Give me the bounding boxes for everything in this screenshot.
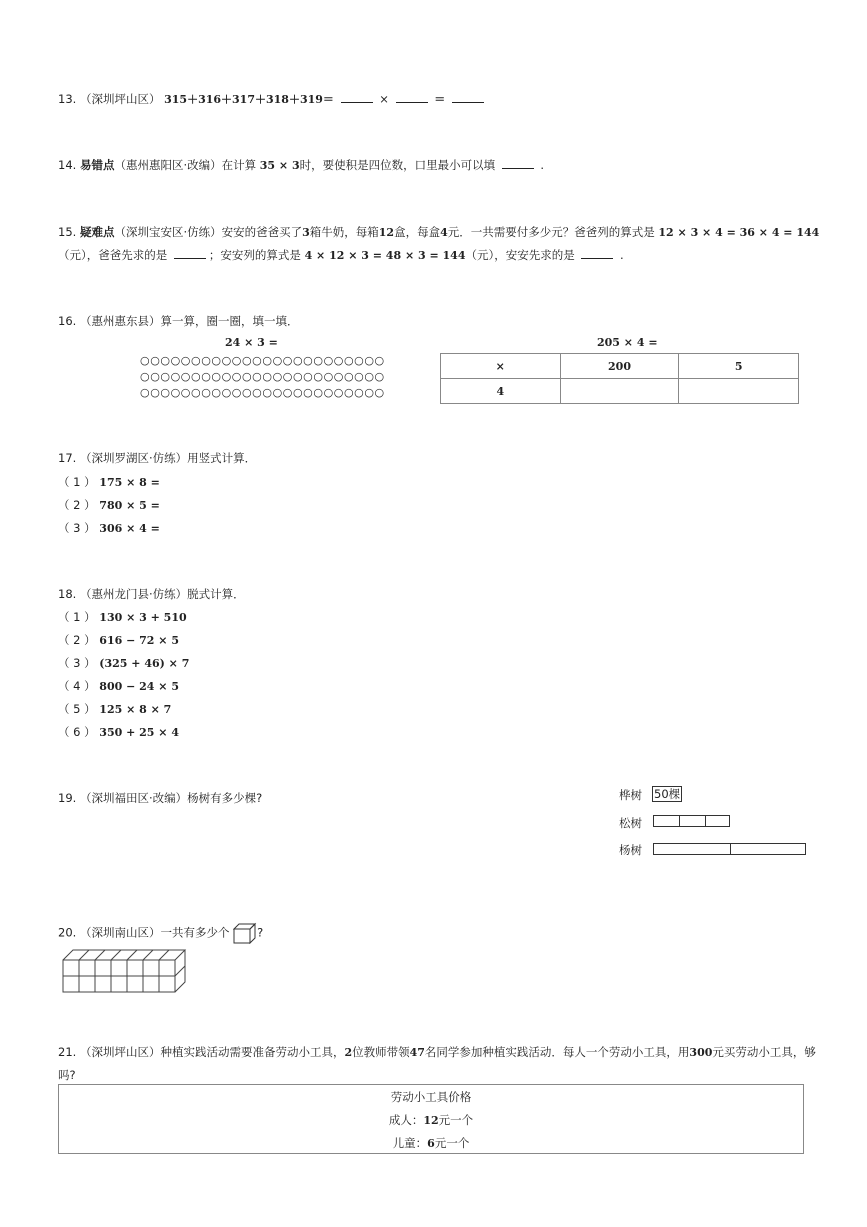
item-label: （ 2 ） <box>58 498 96 512</box>
q15-text: （元），安安先求的是 <box>465 248 575 262</box>
q18-item <box>58 632 179 648</box>
q13-number: 13. <box>58 92 77 106</box>
question-13 <box>58 91 487 107</box>
item-label: （ 6 ） <box>58 725 96 739</box>
q15-text: 安安的爸爸买了 <box>221 225 303 239</box>
item-label: （ 1 ） <box>58 610 96 624</box>
q21-num-2: 2 <box>344 1046 353 1059</box>
q17-item <box>58 474 160 490</box>
price-child <box>59 1135 803 1151</box>
circle-row[interactable]: ○○○○○○○○○○○○○○○○○○○○○○○○ <box>140 354 385 367</box>
bar-segment <box>679 816 680 826</box>
q16-right-title: 205 × 4 = <box>597 336 658 349</box>
q20-source: （深圳南山区） <box>79 925 161 940</box>
q21-num-300: 300 <box>689 1046 713 1059</box>
q20-number: 20. <box>58 925 77 940</box>
diagram-label-birch: 桦树 <box>619 788 642 802</box>
q15-num-4: 4 <box>440 226 448 239</box>
q21-number: 21. <box>58 1045 77 1059</box>
question-15-line-2 <box>58 247 624 263</box>
q21-text: 名同学参加种植实践活动．每人一个劳动小工具，用 <box>424 1045 690 1059</box>
table-row-label: 4 <box>441 379 561 404</box>
q18-item <box>58 678 179 694</box>
q15-an-expression: 4 × 12 × 3 = 48 × 3 = 144 <box>304 249 466 262</box>
q14-text-a: 在计算 <box>221 158 257 172</box>
q14-source: （惠州惠阳区·改编） <box>114 158 222 172</box>
price-adult <box>59 1112 803 1128</box>
q15-text: 盒，每盒 <box>394 225 441 239</box>
item-expression: 616 − 72 × 5 <box>99 634 179 647</box>
q13-source: （深圳坪山区） <box>79 92 161 106</box>
table-answer-cell[interactable] <box>679 379 799 404</box>
question-18 <box>58 586 245 602</box>
q17-item <box>58 520 160 536</box>
q18-item <box>58 655 189 671</box>
q16-number: 16. <box>58 314 77 328</box>
item-expression: 125 × 8 × 7 <box>99 703 172 716</box>
q13-blank-2[interactable] <box>396 92 428 103</box>
q15-text: 箱牛奶，每箱 <box>309 225 379 239</box>
adult-label: 成人： <box>388 1113 424 1127</box>
q15-tag: 疑难点 <box>79 225 115 239</box>
q19-text: 杨树有多少棵? <box>187 791 263 805</box>
question-15-line-1 <box>58 224 819 240</box>
cube-icon <box>233 922 257 944</box>
q16-left-title: 24 × 3 = <box>225 336 278 349</box>
question-17 <box>58 450 256 466</box>
q16-multiplication-table <box>440 353 799 404</box>
item-label: （ 4 ） <box>58 679 96 693</box>
table-header-cell: 200 <box>560 354 679 379</box>
q15-blank-1[interactable] <box>174 248 206 259</box>
item-expression: 175 × 8 = <box>99 476 160 489</box>
q16-text: 算一算，圈一圈，填一填． <box>160 314 299 328</box>
table-answer-cell[interactable] <box>560 379 679 404</box>
question-14 <box>58 157 544 173</box>
diagram-poplar-bar <box>653 843 806 855</box>
diagram-pine-bar <box>653 815 730 827</box>
q17-source: （深圳罗湖区·仿练） <box>79 451 188 465</box>
q14-expression: 35 × 3 <box>259 159 300 172</box>
circle-row[interactable]: ○○○○○○○○○○○○○○○○○○○○○○○○ <box>140 370 385 383</box>
q15-blank-2[interactable] <box>581 248 613 259</box>
child-price: 6 <box>427 1137 435 1150</box>
item-expression: 306 × 4 = <box>99 522 160 535</box>
q17-text: 用竖式计算． <box>187 451 257 465</box>
price-box <box>58 1084 804 1154</box>
child-label: 儿童： <box>392 1136 428 1150</box>
item-label: （ 3 ） <box>58 656 96 670</box>
q21-text: 位教师带领 <box>352 1045 410 1059</box>
q18-text: 脱式计算． <box>187 587 245 601</box>
table-header-cell: 5 <box>679 354 799 379</box>
q17-number: 17. <box>58 451 77 465</box>
cube-stack-figure <box>62 949 190 993</box>
q18-number: 18. <box>58 587 77 601</box>
circle-row[interactable]: ○○○○○○○○○○○○○○○○○○○○○○○○ <box>140 386 385 399</box>
q14-text-b: 时，要使积是四位数，口里最小可以填 <box>299 158 496 172</box>
question-20 <box>58 922 263 944</box>
adult-price: 12 <box>423 1114 439 1127</box>
item-label: （ 1 ） <box>58 475 96 489</box>
diagram-label-poplar: 杨树 <box>619 843 642 857</box>
item-label: （ 2 ） <box>58 633 96 647</box>
q15-text: （元），爸爸先求的是 <box>58 248 168 262</box>
child-unit: 元一个 <box>434 1136 470 1150</box>
q20-end: ? <box>257 925 264 940</box>
price-title: 劳动小工具价格 <box>390 1090 472 1104</box>
q14-blank[interactable] <box>502 158 534 169</box>
item-expression: 130 × 3 + 510 <box>99 611 187 624</box>
q16-circle-grid[interactable] <box>140 353 385 401</box>
q15-dad-expression: 12 × 3 × 4 = 36 × 4 = 144 <box>658 226 820 239</box>
q14-number: 14. <box>58 158 77 172</box>
q15-text: ；安安列的算式是 <box>208 248 301 262</box>
q14-tag: 易错点 <box>79 158 115 172</box>
table-header-cell: × <box>441 354 561 379</box>
q15-num-12: 12 <box>378 226 395 239</box>
diagram-label-pine: 松树 <box>619 816 642 830</box>
q18-item <box>58 609 187 625</box>
item-label: （ 5 ） <box>58 702 96 716</box>
item-expression: 800 − 24 × 5 <box>99 680 179 693</box>
q15-text: 元．一共需要付多少元？爸爸列的算式是 <box>447 225 655 239</box>
q19-number: 19. <box>58 791 77 805</box>
question-21-line-2: 吗? <box>58 1068 76 1082</box>
item-label: （ 3 ） <box>58 521 96 535</box>
question-16 <box>58 313 298 329</box>
q18-item <box>58 724 179 740</box>
adult-unit: 元一个 <box>438 1113 474 1127</box>
q15-end: . <box>620 248 624 262</box>
bar-segment <box>705 816 706 826</box>
q14-end: . <box>540 158 545 172</box>
q19-source: （深圳福田区·改编） <box>79 791 188 805</box>
q15-number: 15. <box>58 225 77 239</box>
item-expression: (325 + 46) × 7 <box>99 657 190 670</box>
q15-source: （深圳宝安区·仿练） <box>114 225 222 239</box>
q21-source: （深圳坪山区） <box>79 1045 161 1059</box>
q20-text: 一共有多少个 <box>160 925 230 940</box>
q21-text: 元买劳动小工具，够 <box>712 1045 816 1059</box>
q16-source: （惠州惠东县） <box>79 314 161 328</box>
q13-blank-1[interactable] <box>341 92 373 103</box>
bar-segment <box>730 844 731 854</box>
q21-text: 种植实践活动需要准备劳动小工具， <box>160 1045 345 1059</box>
item-expression: 350 + 25 × 4 <box>99 726 179 739</box>
q21-num-47: 47 <box>409 1046 425 1059</box>
q13-equals: ＝ <box>434 93 446 106</box>
question-19 <box>58 790 262 806</box>
q13-times: × <box>379 92 389 106</box>
q17-item <box>58 497 160 513</box>
q13-expression: 315＋316＋317＋318＋319＝ <box>164 93 334 106</box>
q18-source: （惠州龙门县·仿练） <box>79 587 188 601</box>
q15-num-3: 3 <box>302 226 310 239</box>
q13-blank-3[interactable] <box>452 92 484 103</box>
q18-item <box>58 701 171 717</box>
question-21-line-1 <box>58 1044 816 1060</box>
item-expression: 780 × 5 = <box>99 499 160 512</box>
diagram-birch-box: 50棵 <box>654 787 681 801</box>
